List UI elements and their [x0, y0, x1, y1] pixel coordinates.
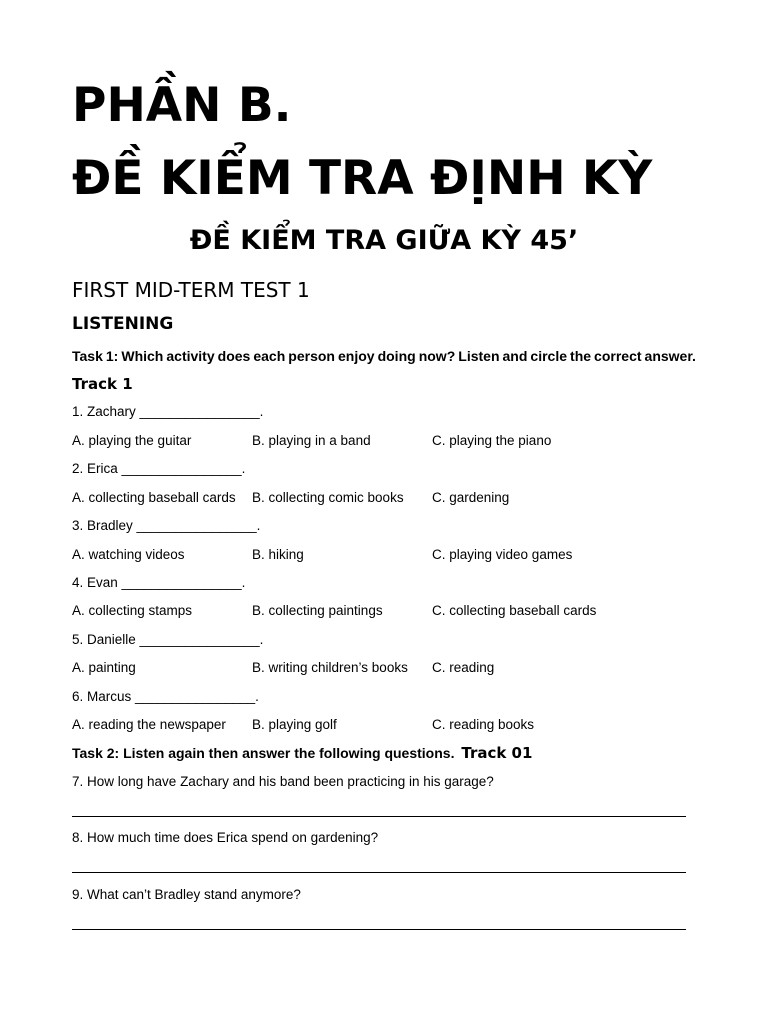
test-title: FIRST MID-TERM TEST 1 — [72, 278, 310, 302]
task1-word: the — [570, 348, 592, 364]
open-question: 8. How much time does Erica spend on gardening? — [72, 830, 379, 845]
answer-line[interactable] — [72, 872, 686, 873]
task1-word: Listen — [458, 348, 500, 364]
question-prompt: 1. Zachary ________________. — [72, 404, 264, 419]
option-b[interactable]: B. hiking — [252, 547, 304, 562]
option-b[interactable]: B. writing children’s books — [252, 660, 408, 675]
option-a[interactable]: A. painting — [72, 660, 136, 675]
task1-word: does — [217, 348, 251, 364]
task2-track-label: Track 01 — [461, 744, 533, 762]
option-c[interactable]: C. collecting baseball cards — [432, 603, 597, 618]
open-question: 7. How long have Zachary and his band been practicing in his garage? — [72, 774, 494, 789]
answer-line[interactable] — [72, 816, 686, 817]
task2-label: Task 2: Listen again then answer the following questions. — [72, 745, 455, 761]
question-prompt: 6. Marcus ________________. — [72, 689, 259, 704]
task1-word: Which — [121, 348, 164, 364]
option-c[interactable]: C. reading — [432, 660, 495, 675]
document-title: ĐỀ KIỂM TRA ĐỊNH KỲ — [72, 151, 653, 206]
question-prompt: 2. Erica ________________. — [72, 461, 246, 476]
answer-line[interactable] — [72, 929, 686, 930]
document-subtitle: ĐỀ KIỂM TRA GIỮA KỲ 45’ — [189, 225, 579, 256]
option-c[interactable]: C. playing the piano — [432, 433, 552, 448]
task1-word: and — [502, 348, 528, 364]
task1-word: enjoy — [337, 348, 375, 364]
option-a[interactable]: A. watching videos — [72, 547, 185, 562]
task1-word: 1: — [105, 348, 119, 364]
question-prompt: 4. Evan ________________. — [72, 575, 246, 590]
task1-word: each — [253, 348, 286, 364]
open-question: 9. What can’t Bradley stand anymore? — [72, 887, 301, 902]
task1-word: doing — [377, 348, 416, 364]
option-c[interactable]: C. playing video games — [432, 547, 573, 562]
part-heading: PHẦN B. — [72, 78, 292, 133]
option-a[interactable]: A. collecting baseball cards — [72, 490, 236, 505]
option-b[interactable]: B. collecting comic books — [252, 490, 404, 505]
option-b[interactable]: B. playing golf — [252, 717, 337, 732]
task1-word: Task — [72, 348, 103, 364]
task2-instruction — [72, 746, 532, 761]
section-heading: LISTENING — [72, 314, 174, 334]
track-label: Track 1 — [72, 375, 133, 393]
task1-word: now? — [418, 348, 456, 364]
option-c[interactable]: C. reading books — [432, 717, 535, 732]
option-c[interactable]: C. gardening — [432, 490, 510, 505]
task1-word: person — [288, 348, 335, 364]
option-a[interactable]: A. reading the newspaper — [72, 717, 226, 732]
task1-word: correct — [594, 348, 642, 364]
task1-instruction — [72, 349, 696, 363]
task1-word: circle — [530, 348, 568, 364]
question-prompt: 3. Bradley ________________. — [72, 518, 261, 533]
question-prompt: 5. Danielle ________________. — [72, 632, 264, 647]
task1-word: activity — [166, 348, 215, 364]
option-a[interactable]: A. collecting stamps — [72, 603, 193, 618]
task1-word: answer. — [644, 348, 696, 364]
option-b[interactable]: B. playing in a band — [252, 433, 371, 448]
option-a[interactable]: A. playing the guitar — [72, 433, 192, 448]
option-b[interactable]: B. collecting paintings — [252, 603, 383, 618]
